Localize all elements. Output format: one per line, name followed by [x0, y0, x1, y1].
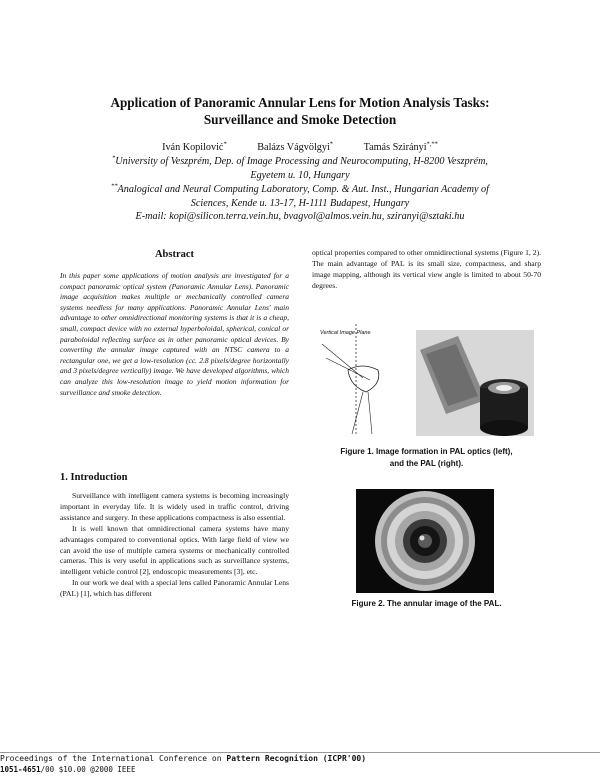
author-3-name: Tamás Szirányi	[363, 142, 427, 153]
author-3	[364, 142, 438, 153]
figure-1-caption	[312, 446, 541, 469]
intro-paragraph-2: It is well known that omnidirectional camera systems have many advantages compared to conventional optics. With large field of view we can avoid the use of multiple camera systems or mechanically controlled cameras. This is very useful in applications such as surveillance systems, intelligent vehicle control [2], endoscopic measurements [3], etc.	[60, 523, 289, 577]
footer-divider	[0, 752, 600, 753]
author-1-mark: *	[223, 140, 227, 148]
footer-proceedings	[0, 754, 366, 764]
footer-issn-number: 1051-4651	[0, 765, 41, 774]
right-paragraph-1: optical properties compared to other omnidirectional systems (Figure 1, 2). The main advantage of PAL is its small size, compactness, and sharp image mapping, although its vertical view angle is limited to about 50-70 degrees.	[312, 248, 541, 290]
sketch-label: Vertical Image Plane	[320, 330, 371, 336]
affiliation-2-line-1	[40, 183, 560, 197]
author-1-name: Iván Kopilović	[162, 142, 224, 153]
figure-1-image	[318, 322, 536, 440]
figure-2-caption: Figure 2. The annular image of the PAL.	[351, 599, 502, 608]
affiliation-1-text: University of Veszprém, Dep. of Image Processing and Neurocomputing, H-8200 Veszprém,	[115, 156, 488, 167]
affiliation-2-mark: **	[111, 182, 118, 190]
email-line: E-mail: kopi@silicon.terra.vein.hu, bvagvol@almos.vein.hu, sziranyi@sztaki.hu	[135, 211, 465, 222]
footer-issn	[0, 765, 135, 775]
affiliation-2-line-2: Sciences, Kende u. 13-17, H-1111 Budapest, Hungary	[190, 197, 410, 209]
paper-title	[60, 94, 540, 128]
footer-copyright: /00 $10.00 @2000 IEEE	[40, 765, 136, 774]
right-column-text	[312, 248, 541, 292]
author-2	[257, 142, 333, 153]
author-2-name: Balázs Vágvölgyi	[257, 142, 330, 153]
introduction-heading: 1. Introduction	[60, 472, 128, 483]
title-line-1: Application of Panoramic Annular Lens for Motion Analysis Tasks:	[110, 95, 490, 110]
affiliation-1-line-1	[40, 155, 560, 169]
author-1	[162, 142, 227, 153]
figure-1-caption-line-1: Figure 1. Image formation in PAL optics (left),	[340, 447, 513, 456]
intro-paragraph-1: Surveillance with intelligent camera systems is becoming increasingly important in everyday life. It is widely used in traffic control, driving assistance and surgery. In these applications compactness is also essential.	[60, 491, 289, 522]
abstract-text: In this paper some applications of motion analysis are investigated for a compact panoramic optical system (Panoramic Annular Lens). Panoramic image acquisition makes multiple or mechanically controlled camera systems needless for many applications. Panoramic Annular Lens' main advantage to other omnidirectional monitoring systems is that it is a cheap, small, compact device with no external hyperboloidal, spherical, conical or paraboloidal reflecting surface as in other panoramic optical devices. By converting the annular image captured with an NTSC camera to a rectangular one, we get a low-resolution (cc. 2.8 pixels/degree horizontally and 3 pixels/degree vertically) image. We have developed algorithms, which can analyze this low-resolution image to yield motion information for surveillance and smoke detection.	[60, 271, 289, 397]
affiliation-1-mark: *	[112, 154, 116, 162]
author-3-mark: *,**	[426, 140, 438, 148]
figure-1-caption-line-2: and the PAL (right).	[389, 458, 464, 468]
abstract-heading: Abstract	[154, 249, 195, 260]
figure-2-image	[356, 489, 494, 593]
pal-optics-sketch	[320, 324, 379, 434]
introduction-body	[60, 491, 289, 600]
footer-prefix: Proceedings of the International Conference on	[0, 754, 227, 763]
intro-paragraph-3: In our work we deal with a special lens called Panoramic Annular Lens (PAL) [1], which has different	[60, 578, 289, 599]
author-list	[40, 141, 560, 155]
title-line-2: Surveillance and Smoke Detection	[203, 112, 397, 127]
affiliation-1-line-2: Egyetem u. 10, Hungary	[250, 169, 350, 181]
footer-conference: Pattern Recognition (ICPR'00)	[226, 754, 367, 763]
affiliation-2-text: Analogical and Neural Computing Laboratory, Comp. & Aut. Inst., Hungarian Academy of	[117, 184, 489, 195]
affiliation-2	[40, 183, 560, 224]
author-2-mark: *	[329, 140, 334, 148]
affiliation-1	[40, 155, 560, 182]
pal-lens-photo	[416, 330, 534, 436]
